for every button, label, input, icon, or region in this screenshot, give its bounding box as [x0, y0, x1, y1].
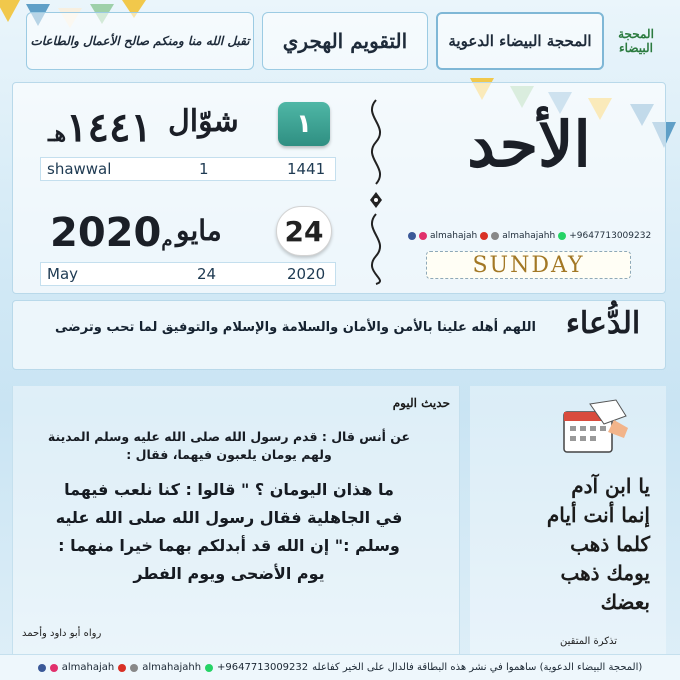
- hijri-fields: [40, 157, 336, 181]
- ornament-divider: [354, 96, 398, 286]
- hijri-month-english: shawwal: [47, 160, 112, 178]
- hijri-year-number: 1441: [287, 160, 326, 178]
- dua-title: الدُّعاء: [565, 306, 641, 341]
- hadith-line1: ما هذان اليومان ؟ " قالوا : كنا نلعب فيهما: [64, 480, 394, 499]
- weekday-arabic: الأحد: [467, 108, 591, 181]
- gregorian-day-badge: 24: [276, 206, 332, 256]
- gregorian-year-number: 2020: [287, 265, 326, 283]
- gregorian-fields: [40, 262, 336, 286]
- instagram-icon: [50, 664, 58, 672]
- dua-text: اللهم أهله علينا بالأمن والأمان والسلامة والإسلام والتوفيق لما تحب وترضى: [55, 320, 536, 335]
- telegram-icon: [130, 664, 138, 672]
- weekday-english: SUNDAY: [426, 251, 631, 279]
- hijri-year-arabic: ١٤٤١هـ: [48, 104, 152, 151]
- whatsapp-icon: [558, 232, 566, 240]
- hadith-title: حديث اليوم: [392, 396, 450, 410]
- whatsapp-icon: [205, 664, 213, 672]
- reminder-caption: تذكرة المتقين: [560, 636, 618, 647]
- gregorian-day-number: 24: [197, 265, 217, 283]
- youtube-icon: [480, 232, 488, 240]
- hadith-intro-line2: ولهم يومان يلعبون فيهما، فقال :: [126, 447, 332, 462]
- hadith-intro-line1: عن أنس قال : قدم رسول الله صلى الله عليه وسلم المدينة: [47, 429, 411, 444]
- facebook-icon: [408, 232, 416, 240]
- telegram-icon: [491, 232, 499, 240]
- reminder-poem: يا ابن آدم إنما أنت أيام كلما ذهب يومك ذهب بعضك: [546, 474, 650, 614]
- hadith-line3: وسلم :" إن الله قد أبدلكم بهما خيرا منهما :: [58, 536, 400, 555]
- magazine-logo: المحجة البيضاء: [618, 27, 654, 55]
- header-supplication: تقبل الله منا ومنكم صالح الأعمال والطاعات: [26, 12, 254, 70]
- hijri-month-arabic: شوّال: [168, 104, 239, 139]
- footer-bar: almahajah almahajahh +9647713009232 (المحجة البيضاء الدعوية) ساهموا في نشر هذه البطاقة فالدال على الخير كفاعله: [0, 654, 680, 680]
- gregorian-year: 2020م: [50, 210, 173, 256]
- hadith-line4: يوم الأضحى ويوم الفطر: [133, 564, 325, 583]
- hadith-line2: في الجاهلية فقال رسول الله صلى الله عليه: [55, 508, 403, 527]
- gregorian-month-arabic: مايو: [176, 214, 222, 247]
- footer-note: (المحجة البيضاء الدعوية) ساهموا في نشر هذه البطاقة فالدال على الخير كفاعله: [312, 662, 643, 673]
- hadith-source: رواه أبو داود وأحمد: [22, 628, 102, 639]
- header-magazine-name: المحجة البيضاء الدعوية: [436, 12, 604, 70]
- hijri-day-badge: ١: [278, 102, 330, 146]
- calendar-icon: [560, 398, 630, 458]
- hadith-body: [14, 402, 444, 588]
- hijri-day-number: 1: [199, 160, 209, 178]
- social-handles-top: almahajah almahajahh +9647713009232: [408, 231, 651, 241]
- instagram-icon: [419, 232, 427, 240]
- facebook-icon: [38, 664, 46, 672]
- header-calendar-title: التقويم الهجري: [262, 12, 428, 70]
- gregorian-month-english: May: [47, 265, 79, 283]
- youtube-icon: [118, 664, 126, 672]
